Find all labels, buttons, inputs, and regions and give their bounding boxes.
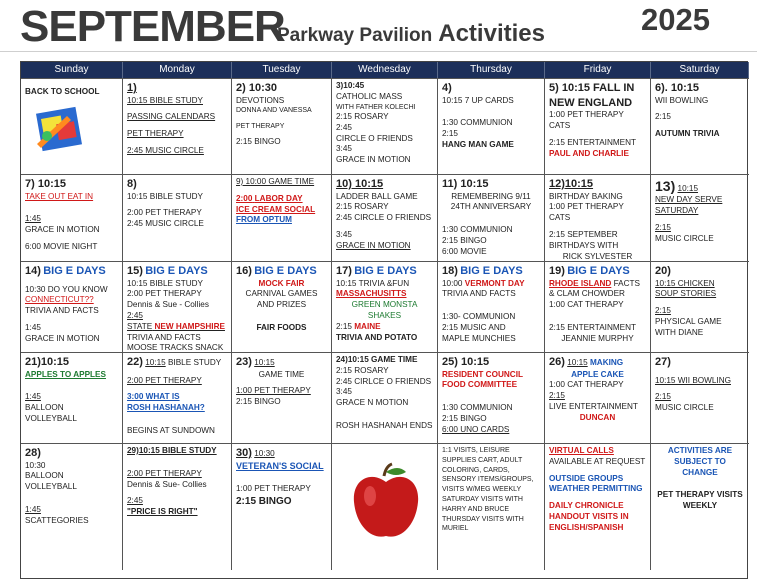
- event: BALLOON: [25, 403, 64, 413]
- day-cell: [545, 174, 651, 261]
- day-cell: [232, 443, 332, 570]
- event: NEW ENGLAND: [549, 96, 633, 109]
- day-cell: [21, 443, 123, 570]
- event: 1:45: [25, 505, 41, 514]
- event: SCATTEGORIES: [25, 515, 89, 525]
- event: MUSIC CIRCLE: [655, 233, 714, 243]
- event: 10:30: [25, 460, 46, 470]
- event: 2:15 BINGO: [442, 236, 487, 245]
- event: 3:45: [336, 387, 352, 397]
- event: DEVOTIONS: [236, 95, 285, 105]
- event-time: 3:00: [127, 392, 144, 402]
- day-cell: [651, 174, 749, 261]
- event: 3:45: [336, 144, 352, 154]
- event: 10:15 7 UP CARDS: [442, 95, 514, 105]
- date: 15): [127, 265, 143, 277]
- event: DONNA AND VANESSA: [236, 107, 312, 115]
- event-time: 10:15: [145, 358, 166, 367]
- event: CIRCLE O FRIENDS: [336, 133, 413, 143]
- notice: WEATHER PERMITTING: [549, 484, 643, 494]
- event: ROSH HASHANAH?: [127, 403, 205, 413]
- event: 2:45: [127, 496, 143, 506]
- date: 20): [655, 265, 671, 277]
- event: 10:15 WII BOWLING: [655, 375, 731, 385]
- event: 1:30 COMMUNION: [442, 225, 513, 235]
- day-cell: [438, 174, 545, 261]
- event: WITH DIANE: [655, 327, 704, 337]
- date: 18): [442, 265, 458, 277]
- day-cell: [123, 261, 232, 352]
- notice: DAILY CHRONICLE: [549, 501, 624, 511]
- event: MUSIC CIRCLE: [655, 403, 714, 413]
- event-time: 2:00: [236, 193, 253, 203]
- event: TRIVIA AND FACTS: [25, 306, 99, 316]
- event: WITH FATHER KOLECHI: [336, 103, 416, 111]
- event: RICK SYLVESTER: [562, 251, 633, 261]
- event: AUTUMN TRIVIA: [655, 129, 720, 139]
- date: 22): [127, 356, 143, 368]
- day-cell: [651, 443, 749, 570]
- date: 23): [236, 356, 252, 368]
- event: TRIVIA AND POTATO: [336, 332, 418, 342]
- event: 10:15 BIBLE STUDY: [127, 191, 203, 201]
- event: 10:15 TRIVIA &FUN: [336, 278, 410, 288]
- event: 2:15: [655, 306, 671, 316]
- event-label: STATE: [127, 321, 153, 331]
- event: GRACE N MOTION: [336, 398, 409, 408]
- notice-text: 1:1 VISITS, LEISURE SUPPLIES CART, ADULT COLORING, CARDS, SENSORY ITEMS/GROUPS, VISITS W/MEG WEEKLY SATURDAY VISITS WITH HARRY AND BRUCE THURSDAY VISITS WITH MURIEL: [442, 447, 534, 533]
- event: HANG MAN GAME: [442, 140, 514, 149]
- date: 25) 10:15: [442, 356, 490, 368]
- event: FROM OPTUM: [236, 215, 292, 225]
- notice: ENGLISH/SPANISH: [549, 522, 624, 532]
- event: BALLOON: [25, 471, 64, 481]
- event: JEANNIE MURPHY: [561, 333, 634, 343]
- day-cell: [232, 261, 332, 352]
- day-cell: [232, 174, 332, 261]
- event: TAKE OUT EAT IN: [25, 191, 94, 201]
- event-title: WHAT IS: [145, 392, 180, 402]
- day-header: Thursday: [438, 62, 545, 78]
- event: Dennis & Sue - Collies: [127, 300, 209, 310]
- event: 2:15 MUSIC AND: [442, 323, 506, 332]
- event: 2:15 BINGO: [236, 136, 281, 146]
- event: 1:00 CAT THERAPY: [549, 380, 624, 390]
- notice: AVAILABLE AT REQUEST: [549, 456, 646, 466]
- day-cell: [438, 443, 545, 570]
- day-cell: [332, 352, 438, 443]
- date: 27): [655, 356, 671, 368]
- event: PHYSICAL GAME: [655, 317, 722, 326]
- day-cell: [21, 352, 123, 443]
- date: 7) 10:15: [25, 178, 66, 190]
- apple-icon: [350, 462, 433, 546]
- date: 11) 10:15: [442, 178, 489, 190]
- event: "PRICE IS RIGHT": [127, 507, 198, 517]
- event-highlight: MAINE: [354, 321, 381, 331]
- event: REMEMBERING 9/11: [451, 191, 531, 201]
- event: GREEN MONSTA: [351, 300, 418, 310]
- day-cell: [21, 174, 123, 261]
- year-label: 2025: [641, 2, 710, 37]
- day-cell: [123, 174, 232, 261]
- event: TRIVIA AND FACTS: [442, 289, 516, 299]
- day-cell: [545, 352, 651, 443]
- theme-label: BIG E DAYS: [254, 265, 317, 277]
- event: DUNCAN: [579, 412, 616, 422]
- event: BACK TO SCHOOL: [25, 87, 100, 96]
- event-time: 10:15: [677, 184, 699, 193]
- event: BIRTHDAYS WITH: [549, 240, 619, 250]
- theme-label: BIG E DAYS: [145, 265, 208, 277]
- day-cell: [332, 174, 438, 261]
- event: FAIR FOODS: [256, 323, 307, 332]
- event: SOUP STORIES: [655, 289, 717, 299]
- event-highlight: VERMONT DAY: [464, 278, 525, 288]
- event: 1:00 PET THERAPY CATS: [549, 202, 624, 223]
- day-cell: [123, 443, 232, 570]
- notice: OUTSIDE GROUPS: [549, 473, 624, 483]
- day-cell: [332, 261, 438, 352]
- event-title: LABOR DAY: [254, 193, 303, 203]
- event: 2:15 ROSARY: [336, 365, 389, 375]
- event: 2:15 BINGO: [236, 496, 292, 508]
- event: 2:15: [655, 112, 671, 122]
- day-cell: [332, 443, 438, 570]
- event: 10:30 DO YOU KNOW: [25, 284, 108, 294]
- event: & CLAM CHOWDER: [549, 289, 625, 299]
- event: [236, 194, 327, 205]
- event: PASSING CALENDARS: [127, 112, 216, 122]
- event: 2:00 PET THERAPY: [127, 468, 202, 478]
- day-cell: [651, 261, 749, 352]
- event: RESIDENT COUNCIL: [442, 369, 523, 379]
- event: 2:15 ROSARY: [336, 111, 389, 121]
- day-header: Sunday: [21, 62, 123, 78]
- notice: CHANGE: [682, 467, 718, 477]
- event: 2:15 BINGO: [236, 397, 281, 407]
- event: 2:00 PET THERAPY: [127, 375, 202, 385]
- date: 19): [549, 265, 565, 277]
- day-cell: [545, 443, 651, 570]
- date: 9) 10:00 GAME TIME: [236, 177, 315, 186]
- day-header: Wednesday: [332, 62, 438, 78]
- event: 1:00 PET THERAPY: [236, 386, 311, 396]
- event-time: 2:15: [336, 321, 352, 331]
- theme-label: BIG E DAYS: [354, 265, 417, 277]
- event: PET THERAPY: [127, 129, 184, 139]
- event: 1:45: [25, 214, 41, 224]
- date: 16): [236, 265, 252, 277]
- event-time: 10:15: [567, 358, 588, 367]
- event: 1:00 PET THERAPY: [236, 484, 311, 494]
- event: SHAKES: [367, 311, 402, 320]
- event-time: 10:30: [254, 449, 275, 458]
- day-cell: [438, 261, 545, 352]
- event: CONNECTICUT??: [25, 295, 94, 305]
- event: 1:45: [25, 392, 41, 402]
- theme-label: BIG E DAYS: [460, 265, 523, 277]
- event: 2:15 ROSARY: [336, 202, 389, 212]
- event: GRACE IN MOTION: [25, 225, 100, 235]
- event: 1:00 PET THERAPY CATS: [549, 110, 624, 130]
- event: BIRTHDAY BAKING: [549, 191, 623, 201]
- event: 1:45: [25, 323, 41, 332]
- event: WII BOWLING: [655, 95, 709, 105]
- event: AND PRIZES: [256, 300, 307, 310]
- event: 24TH ANNIVERSARY: [450, 202, 532, 212]
- event: 3:45: [336, 230, 352, 239]
- event: GRACE IN MOTION: [25, 333, 100, 343]
- event: MAPLE MUNCHIES: [442, 333, 516, 343]
- event: 6:00 MOVIE: [442, 246, 487, 256]
- event-highlight: NEW HAMPSHIRE: [154, 321, 225, 331]
- day-cell: [438, 78, 545, 174]
- day-cell: [545, 78, 651, 174]
- day-cell: [21, 78, 123, 174]
- date: 5) 10:15 FALL IN: [549, 82, 635, 94]
- event: 10:15 CHICKEN: [655, 278, 715, 288]
- event: FOOD COMMITTEE: [442, 380, 518, 390]
- day-cell: [332, 78, 438, 174]
- day-header: Tuesday: [232, 62, 332, 78]
- theme-label: BIG E DAYS: [43, 265, 106, 277]
- event: 2:00 PET THERAPY: [127, 208, 202, 218]
- day-header: Monday: [123, 62, 232, 78]
- day-cell: [438, 352, 545, 443]
- event: LADDER BALL GAME: [336, 191, 418, 201]
- event: BEGINS AT SUNDOWN: [127, 426, 215, 435]
- event: GRACE IN MOTION: [336, 240, 411, 250]
- date: 10) 10:15: [336, 178, 384, 190]
- school-supplies-icon: [33, 106, 118, 156]
- event: TRIVIA AND FACTS: [127, 332, 201, 342]
- event: 2:45 MUSIC CIRCLE: [127, 219, 204, 229]
- day-header: Friday: [545, 62, 651, 78]
- date: 8): [127, 178, 137, 190]
- day-cell: [21, 261, 123, 352]
- theme-label: BIG E DAYS: [567, 265, 630, 277]
- event: 2:15: [655, 223, 671, 233]
- event: 10:15 BIBLE STUDY: [127, 278, 203, 288]
- event: VETERAN'S SOCIAL: [236, 460, 324, 471]
- event: CARNIVAL GAMES: [245, 289, 318, 299]
- date: 29)10:15 BIBLE STUDY: [127, 446, 217, 455]
- event: 2:00 PET THERAPY: [127, 289, 202, 299]
- event: 2:45 MUSIC CIRCLE: [127, 146, 204, 155]
- event: MOCK FAIR: [258, 278, 305, 288]
- activities-label: Activities: [438, 20, 545, 47]
- event: NEW DAY SERVE: [655, 195, 723, 205]
- date: 1): [127, 82, 137, 94]
- date: 30): [236, 447, 252, 459]
- date: 13): [655, 178, 676, 194]
- event: 2:15 SEPTEMBER: [549, 230, 618, 239]
- page-subtitle: [277, 20, 545, 48]
- event-time: 10:00: [442, 278, 463, 288]
- event: MASSACHUSITTS: [336, 289, 407, 299]
- date: 12)10:15: [549, 178, 594, 190]
- day-cell: [232, 78, 332, 174]
- event: 2:15: [442, 129, 458, 139]
- event: 6:00 MOVIE NIGHT: [25, 242, 98, 251]
- event: ICE CREAM SOCIAL: [236, 204, 316, 214]
- date: 21)10:15: [25, 356, 70, 368]
- event: 10:15 BIBLE STUDY: [127, 95, 203, 105]
- date: 3)10:45: [336, 81, 365, 90]
- calendar-grid: [20, 61, 748, 579]
- event: VOLLEYBALL: [25, 414, 77, 423]
- date: 24)10:15 GAME TIME: [336, 355, 418, 364]
- day-cell: [545, 261, 651, 352]
- facility-name: Parkway Pavilion: [277, 25, 433, 46]
- event: LIVE ENTERTAINMENT: [549, 402, 638, 411]
- notice: PET THERAPY VISITS: [657, 490, 743, 500]
- event-time: 10:15: [254, 358, 275, 367]
- event: VOLLEYBALL: [25, 482, 77, 492]
- event: Dennis & Sue- Collies: [127, 479, 207, 489]
- date: 26): [549, 356, 565, 368]
- event: CATHOLIC MASS: [336, 91, 403, 101]
- page-title: SEPTEMBER: [20, 2, 285, 51]
- date: 14): [25, 265, 41, 277]
- event: PET THERAPY: [236, 122, 285, 130]
- day-cell: [232, 352, 332, 443]
- event: APPLE CAKE: [571, 369, 624, 379]
- event: GRACE IN MOTION: [336, 155, 411, 165]
- notice: ACTIVITIES ARE: [667, 446, 733, 455]
- day-cell: [651, 352, 749, 443]
- event: 2:15: [549, 391, 565, 401]
- date: 4): [442, 82, 452, 94]
- day-cell: [123, 78, 232, 174]
- event: 2:15 ENTERTAINMENT: [549, 137, 637, 147]
- event-title: BIBLE STUDY: [167, 358, 222, 367]
- event: 2:45 CIRLCE O FRIENDS: [336, 376, 432, 386]
- divider: [0, 51, 757, 52]
- event: 6:00 UNO CARDS: [442, 424, 510, 434]
- event: 2:45: [336, 122, 352, 132]
- event: 2:15 ENTERTAINMENT: [549, 323, 637, 332]
- notice: SUBJECT TO: [674, 456, 726, 466]
- date: 2) 10:30: [236, 82, 277, 94]
- date: 28): [25, 447, 41, 459]
- event: GAME TIME: [258, 369, 305, 379]
- notice: HANDOUT VISITS IN: [549, 512, 629, 522]
- date: 6). 10:15: [655, 82, 700, 94]
- day-header: Saturday: [651, 62, 749, 78]
- event: 1:30 COMMUNION: [442, 403, 513, 413]
- event: 1:30 COMMUNION: [442, 118, 513, 128]
- date: 17): [336, 265, 352, 277]
- event-highlight: MAKING: [589, 358, 624, 367]
- event: 1:00 CAT THERAPY: [549, 300, 624, 310]
- event: 2:15 BINGO: [442, 414, 487, 423]
- event-label: FACTS: [613, 278, 640, 288]
- event: 1:30- COMMUNION: [442, 312, 516, 322]
- event: 2:45: [127, 311, 143, 320]
- event: 2:15: [655, 392, 671, 402]
- notice: VIRTUAL CALLS: [549, 446, 614, 455]
- day-cell: [123, 352, 232, 443]
- event: MOOSE TRACKS SNACK: [127, 343, 224, 352]
- event: SATURDAY: [655, 206, 699, 216]
- notice: WEEKLY: [682, 501, 718, 511]
- event: PAUL AND CHARLIE: [549, 148, 629, 158]
- event: ROSH HASHANAH ENDS: [336, 421, 433, 431]
- event: APPLES TO APPLES: [25, 369, 106, 379]
- event: 2:45 CIRCLE O FRIENDS: [336, 213, 432, 223]
- event-highlight: RHODE ISLAND: [549, 278, 612, 288]
- day-cell: [651, 78, 749, 174]
